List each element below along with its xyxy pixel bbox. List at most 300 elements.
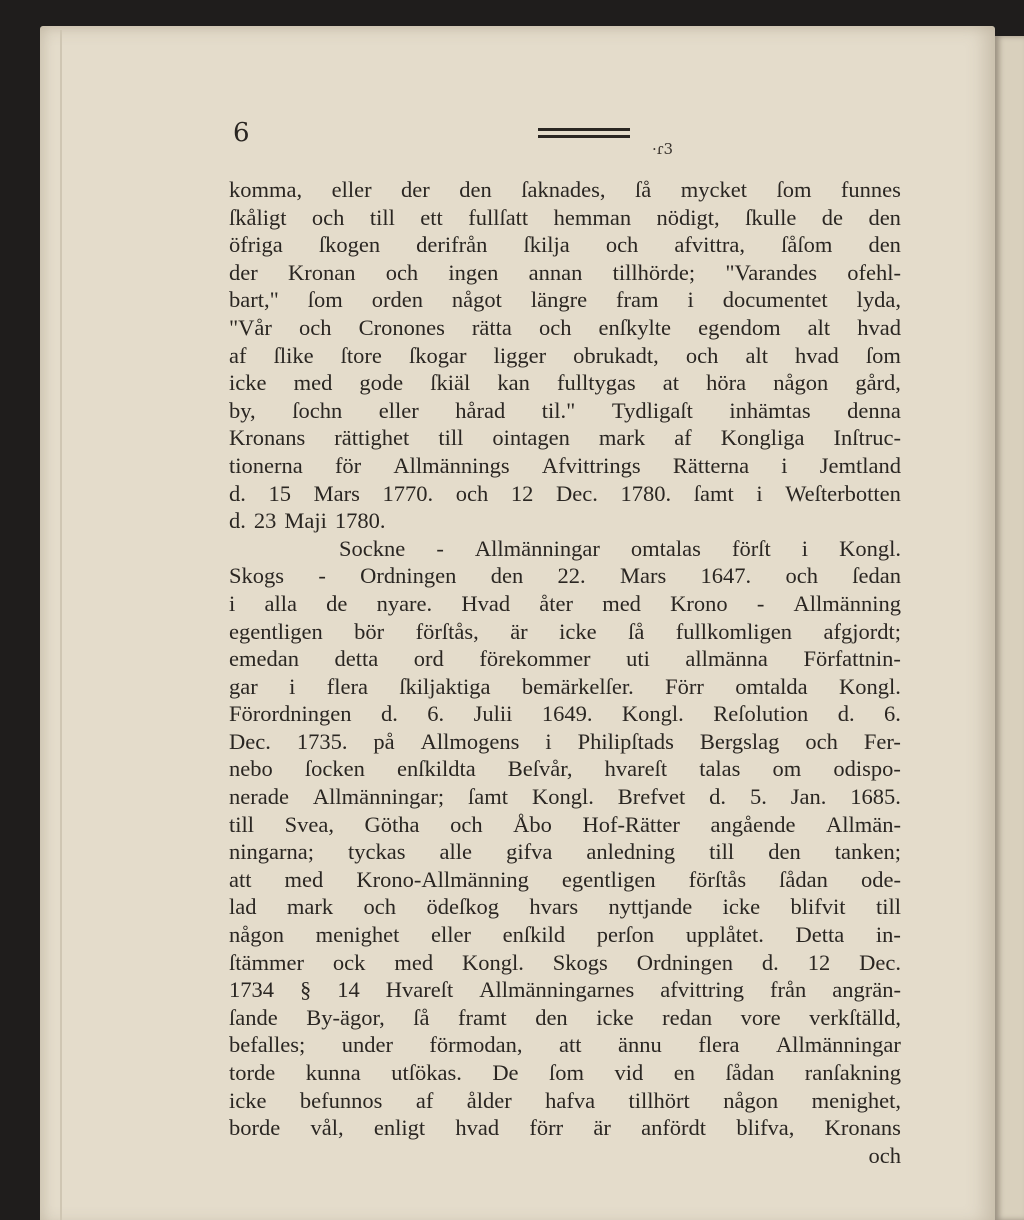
word: nerade [229, 784, 289, 810]
word: förſtås, [415, 618, 479, 644]
word: den [459, 177, 492, 202]
word: med [293, 370, 333, 396]
word: icke [559, 618, 597, 644]
word: uti [626, 646, 650, 672]
word: flera [326, 673, 368, 699]
word: Beſvår, [507, 756, 573, 782]
word: by, [229, 397, 256, 423]
text-line [229, 369, 901, 397]
word: Kongl. [531, 784, 594, 810]
word: rätta [471, 314, 512, 340]
text-line [229, 618, 901, 646]
word: nyare. [376, 590, 433, 616]
word: ſkilja [523, 232, 570, 258]
word: borde [229, 1115, 281, 1141]
word: och [538, 314, 572, 340]
word: ſå [635, 177, 652, 202]
word: 6. [427, 701, 445, 727]
word: och [455, 480, 489, 506]
word: Fer- [863, 728, 901, 754]
text-line [229, 755, 901, 783]
word: Tydligaſt [611, 397, 693, 423]
word: kan [497, 370, 530, 396]
text-line [229, 838, 901, 866]
word: anfördt [641, 1115, 707, 1141]
word: åter [539, 590, 573, 616]
word: Hvareſt [385, 977, 454, 1003]
word: Detta [795, 922, 845, 948]
word: ſkogar [409, 342, 467, 368]
word: ligger [493, 342, 547, 368]
word: 1780. [620, 480, 672, 506]
text-line [229, 893, 901, 921]
word: ſkulle [745, 204, 797, 230]
word: mycket [680, 177, 747, 202]
page-edge-line [60, 30, 62, 1220]
word: de [821, 204, 844, 230]
word: den [535, 1004, 568, 1030]
word: Hof-Rätter [582, 811, 680, 837]
word: lad [229, 894, 257, 920]
word: till [709, 839, 735, 865]
word: afvittra, [674, 232, 745, 258]
word: utſökas. [391, 1060, 462, 1085]
word: enſkildta [396, 756, 476, 782]
word: tyckas [348, 839, 406, 865]
word: Ordningen [360, 563, 457, 589]
word: ofehl- [847, 259, 901, 285]
word: d. [837, 701, 855, 727]
word: Allmän- [826, 811, 901, 837]
text-line [229, 590, 901, 618]
word: ſedan [852, 563, 901, 589]
word: Mars [313, 480, 360, 506]
word: flera [698, 1032, 740, 1058]
word: gifva [506, 839, 553, 865]
word: Rätterna [672, 452, 750, 478]
word: ſtämmer [229, 949, 304, 975]
word: Reſolution [713, 701, 809, 727]
text-line [229, 424, 901, 452]
word: Afvittrings [541, 452, 641, 478]
word: något [451, 287, 502, 313]
word: egentligen [561, 866, 656, 892]
text-line [229, 452, 901, 480]
word: ſande [229, 1004, 278, 1030]
word: obrukadt, [573, 342, 659, 368]
word: annan [528, 259, 583, 285]
word: inhämtas [729, 397, 811, 423]
word: ſkogen [318, 232, 381, 258]
word: ſå [628, 618, 645, 644]
word: angrän- [832, 977, 901, 1003]
word: befalles; [229, 1032, 306, 1058]
word: ſom [865, 342, 901, 368]
word: komma, [229, 177, 303, 202]
word: ſamt [468, 784, 509, 810]
word: at [662, 370, 680, 396]
word: 1770. [382, 480, 434, 506]
word: icke [229, 1087, 267, 1113]
text-line [229, 1004, 901, 1032]
word: den [868, 232, 901, 258]
word: längre [530, 287, 588, 313]
word: någon [229, 922, 284, 948]
word: til." [541, 397, 576, 423]
word: eller [331, 177, 372, 202]
text-line [229, 1142, 901, 1170]
word: allmänna [685, 646, 768, 672]
word: hafva [545, 1087, 596, 1113]
word: med [602, 590, 641, 616]
word: i [781, 452, 788, 478]
text-line [229, 728, 901, 756]
word: Sockne [339, 535, 406, 561]
word: Skogs [229, 563, 285, 589]
word: omtalas [630, 535, 701, 561]
word: förr [529, 1115, 564, 1141]
word: Åbo [513, 811, 552, 837]
word: Kongl. [839, 673, 901, 699]
word: med [284, 866, 324, 892]
word: icke [722, 894, 761, 920]
word: menighet, [811, 1087, 901, 1113]
text-line [229, 480, 901, 508]
word: gar [229, 673, 258, 699]
word: afvittring [660, 977, 744, 1003]
printer-mark: ·ɾ3 [652, 140, 674, 158]
word: och [805, 728, 838, 754]
text-line [229, 1059, 901, 1087]
word: ock [332, 949, 366, 975]
word: Krono [670, 590, 728, 616]
word: att [229, 866, 252, 892]
text-line [229, 1031, 901, 1059]
word: Allmogens [420, 728, 520, 754]
word: ſom [307, 287, 343, 313]
word: 1780. [334, 508, 386, 534]
word: Kongliga [720, 425, 805, 451]
word: och [785, 563, 818, 589]
word: och [868, 1142, 901, 1168]
word: alla [264, 590, 297, 616]
word: der [401, 177, 430, 202]
word: till [875, 894, 901, 920]
word: fram [616, 287, 659, 313]
text-line [229, 562, 901, 590]
word: och [311, 204, 345, 230]
word: Kongl. [839, 535, 901, 561]
word: Ordningen [636, 949, 733, 975]
word: om [772, 756, 802, 782]
word: blifvit [790, 894, 846, 920]
text-line [229, 700, 901, 728]
text-line [229, 286, 901, 314]
word: enſkylte [598, 314, 672, 340]
word: med [394, 949, 434, 975]
word: ningarna; [229, 839, 314, 865]
word: hvad [857, 314, 901, 340]
text-line [229, 535, 901, 563]
word: öfriga [229, 232, 283, 258]
word: Kronan [287, 259, 356, 285]
word: ödeſkog [426, 894, 499, 920]
word: Götha [364, 811, 420, 837]
word: eller [430, 922, 471, 948]
word: detta [334, 646, 379, 672]
word: Krono-Allmänning [356, 866, 529, 892]
word: ſkåligt [229, 204, 287, 230]
word: odispo- [833, 756, 901, 782]
word: nödigt, [656, 204, 720, 230]
word: ſå [413, 1004, 430, 1030]
word: Förordningen [229, 701, 352, 727]
word: och [363, 894, 397, 920]
word: i [801, 535, 809, 561]
word: ſådan [725, 1060, 775, 1085]
word: och [299, 314, 332, 340]
word: 15 [268, 480, 291, 506]
word: Allmänningar; [312, 784, 445, 810]
word: tillhörde; [612, 259, 696, 285]
word: documentet [722, 287, 828, 313]
word: och [450, 811, 483, 837]
word: 12 [510, 480, 534, 506]
word: Philipſtads [577, 728, 674, 754]
word: Allmänningar [474, 535, 600, 561]
text-line [229, 176, 901, 204]
word: ode- [860, 866, 901, 892]
word: ſåſom [781, 232, 833, 258]
text-line [229, 1114, 901, 1142]
word: förekommer [479, 646, 591, 672]
word: tillhört [628, 1087, 690, 1113]
word: 22. [557, 563, 586, 589]
word: framt [457, 1004, 507, 1030]
word: enſkild [502, 922, 566, 948]
word: Allmänning [793, 590, 901, 616]
word: Författnin- [803, 646, 901, 672]
word: rättighet [334, 425, 410, 451]
word: ointagen [492, 425, 570, 451]
word: derifrån [416, 232, 488, 258]
word: 12 [807, 949, 831, 975]
word: tanken; [834, 839, 901, 865]
word: Jan. [790, 784, 827, 810]
text-line [229, 976, 901, 1004]
text-line [229, 397, 901, 425]
word: förſt [731, 535, 771, 561]
word: talas [699, 756, 741, 782]
word: upplåtet. [685, 922, 764, 948]
word: omtalda [735, 673, 808, 699]
word: af [415, 1087, 434, 1113]
word: den [490, 563, 524, 589]
word: och [605, 232, 639, 258]
word: de [326, 590, 348, 616]
word: ingen [448, 259, 499, 285]
word: Dec. [229, 728, 271, 754]
word: för [334, 452, 362, 478]
text-line [229, 949, 901, 977]
word: blifva, [736, 1115, 795, 1141]
word: menighet [315, 922, 400, 948]
word: från [770, 977, 807, 1003]
word: på [373, 728, 395, 754]
word: till [229, 811, 255, 837]
word: Hvad [461, 590, 511, 616]
word: Allmänningarnes [479, 977, 635, 1003]
word: Förr [665, 673, 704, 699]
page-number: 6 [233, 118, 250, 148]
word: 1685. [850, 784, 901, 810]
text-line [229, 204, 901, 232]
word: den [868, 204, 901, 230]
word: Skogs [552, 949, 608, 975]
word: lyda, [856, 287, 901, 313]
word: förmodan, [429, 1032, 523, 1058]
word: Julii [473, 701, 513, 727]
text-line [229, 314, 901, 342]
word: emedan [229, 646, 299, 672]
word: i [756, 480, 763, 506]
word: hemman [553, 204, 632, 230]
word: redan [662, 1004, 713, 1030]
word: Dec. [556, 480, 598, 506]
word: ranſakning [804, 1060, 901, 1085]
word: den [768, 839, 801, 865]
word: "Varandes [725, 259, 818, 285]
text-line [229, 507, 901, 535]
word: fullkomligen [675, 618, 793, 644]
word: Cronones [358, 314, 445, 340]
word: - [436, 535, 444, 561]
word: - [756, 590, 765, 616]
rule-line-top [538, 128, 630, 131]
word: någon [723, 1087, 779, 1113]
word: ſamt [693, 480, 734, 506]
word: mark [598, 425, 646, 451]
word: ſkiäl [430, 370, 471, 396]
word: i [545, 728, 552, 754]
word: vid [614, 1060, 644, 1085]
word: Kronans [229, 425, 306, 451]
word: alt [807, 314, 831, 340]
word: i [229, 590, 236, 616]
word: hvad [795, 342, 839, 368]
word: gode [359, 370, 404, 396]
word: eller [378, 397, 419, 423]
word: Kongl. [462, 949, 524, 975]
word: hvars [529, 894, 579, 920]
word: höra [706, 370, 747, 396]
word: 1734 [229, 977, 274, 1003]
word: är [510, 618, 528, 644]
word: mark [286, 894, 334, 920]
word: Allmänningar [775, 1032, 901, 1058]
word: § [300, 977, 312, 1003]
word: 6. [884, 701, 901, 727]
rule-line-bottom [538, 135, 630, 138]
word: d. [229, 508, 246, 534]
word: alt [745, 342, 768, 368]
word: till [438, 425, 464, 451]
word: Maji [284, 508, 327, 534]
word: nyttjande [608, 894, 693, 920]
word: och [685, 342, 719, 368]
word: Dec. [859, 949, 901, 975]
word: befunnos [299, 1087, 383, 1113]
word: ſaknades, [521, 177, 606, 202]
word: angående [710, 811, 796, 837]
text-line [229, 673, 901, 701]
word: afgjordt; [823, 618, 901, 644]
word: ſocken [304, 756, 365, 782]
word: d. [709, 784, 727, 810]
word: - [318, 563, 326, 589]
word: enligt [373, 1115, 426, 1141]
word: ſtore [340, 342, 382, 368]
word: fulltygas [556, 370, 636, 396]
word: ett [420, 204, 443, 230]
word: hvareſt [604, 756, 668, 782]
word: ſom [776, 177, 812, 202]
word: ſkiljaktiga [399, 673, 491, 699]
word: egendom [698, 314, 781, 340]
word: att [559, 1032, 582, 1058]
word: icke [229, 370, 267, 396]
word: af [229, 342, 247, 368]
word: 14 [337, 977, 360, 1003]
word: Kronans [824, 1115, 901, 1141]
text-line [229, 1087, 901, 1115]
text-line [229, 921, 901, 949]
word: under [341, 1032, 393, 1058]
word: De [492, 1060, 519, 1085]
word: i [687, 287, 694, 313]
word: hvad [455, 1115, 500, 1141]
word: 1647. [700, 563, 752, 589]
next-page-edge [995, 36, 1024, 1220]
word: By-ägor, [306, 1004, 385, 1030]
text-line [229, 259, 901, 287]
word: funnes [840, 177, 901, 202]
word: anledning [586, 839, 676, 865]
word: 5. [749, 784, 767, 810]
text-line [229, 645, 901, 673]
word: Brefvet [617, 784, 686, 810]
word: perſon [596, 922, 655, 948]
word: nebo [229, 756, 273, 782]
word: d. [761, 949, 779, 975]
header-rule-ornament [538, 128, 630, 142]
word: verkſtälld, [809, 1004, 901, 1030]
text-line [229, 783, 901, 811]
text-line [229, 342, 901, 370]
word: vore [740, 1004, 781, 1030]
word: orden [371, 287, 423, 313]
word: är [593, 1115, 611, 1141]
word: ſlike [273, 342, 314, 368]
word: bart," [229, 287, 279, 313]
word: der [229, 259, 258, 285]
word: d. [229, 480, 246, 506]
word: till [369, 204, 395, 230]
word: någon [773, 370, 829, 396]
word: vål, [310, 1115, 344, 1141]
word: in- [875, 922, 901, 948]
word: Mars [619, 563, 667, 589]
